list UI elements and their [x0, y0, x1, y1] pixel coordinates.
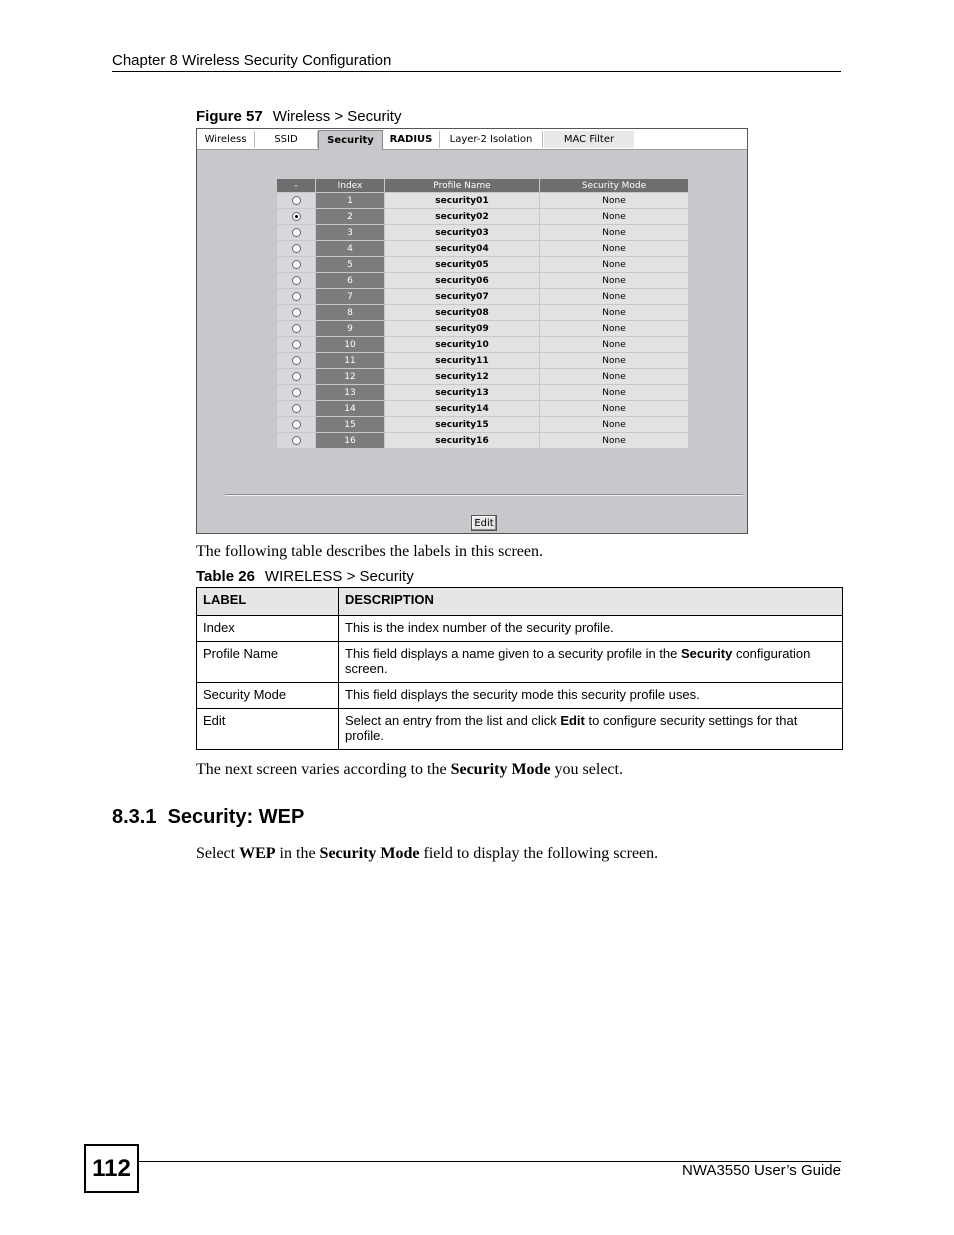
row-security-mode: None [540, 337, 689, 353]
row-index: 15 [316, 417, 385, 433]
row-select-cell [277, 209, 316, 225]
panel-divider [225, 494, 743, 496]
row-select-cell [277, 273, 316, 289]
description-table [196, 587, 843, 750]
row-profile-name: security03 [385, 225, 540, 241]
radio-button[interactable] [292, 308, 301, 317]
section-heading: 8.3.1 Security: WEP [112, 806, 305, 828]
row-profile-name: security15 [385, 417, 540, 433]
table-row[interactable] [277, 225, 689, 241]
row-index: 10 [316, 337, 385, 353]
row-profile-name: security08 [385, 305, 540, 321]
table-row [197, 616, 843, 642]
row-security-mode: None [540, 417, 689, 433]
table-row[interactable] [277, 433, 689, 449]
table-row[interactable] [277, 305, 689, 321]
radio-button[interactable] [292, 260, 301, 269]
row-select-cell [277, 337, 316, 353]
radio-button[interactable] [292, 404, 301, 413]
edit-button[interactable]: Edit [471, 515, 497, 531]
para-bold: WEP [239, 845, 276, 862]
para-bold: Security Mode [450, 761, 551, 778]
para-text: field to display the following screen. [419, 845, 659, 862]
row-select-cell [277, 401, 316, 417]
desc-header-description: DESCRIPTION [339, 588, 843, 616]
para-bold: Security Mode [319, 845, 420, 862]
row-security-mode: None [540, 353, 689, 369]
row-profile-name: security05 [385, 257, 540, 273]
row-profile-name: security04 [385, 241, 540, 257]
table-row[interactable] [277, 289, 689, 305]
row-description [339, 709, 843, 750]
row-index: 11 [316, 353, 385, 369]
row-select-cell [277, 417, 316, 433]
desc-text: This field displays the security mode this security profile uses. [345, 687, 700, 702]
row-security-mode: None [540, 257, 689, 273]
table-caption [196, 568, 414, 585]
radio-button[interactable] [292, 228, 301, 237]
row-index: 8 [316, 305, 385, 321]
table-row[interactable] [277, 385, 689, 401]
row-select-cell [277, 305, 316, 321]
select-wep-paragraph [196, 845, 658, 863]
row-select-cell [277, 225, 316, 241]
para-text: in the [275, 845, 320, 862]
table-label: Table 26 [196, 568, 255, 585]
row-index: 4 [316, 241, 385, 257]
row-profile-name: security10 [385, 337, 540, 353]
next-screen-paragraph [196, 761, 623, 779]
tab-ssid[interactable]: SSID [255, 131, 318, 148]
table-row[interactable] [277, 321, 689, 337]
desc-text: Select an entry from the list and click [345, 713, 561, 728]
row-security-mode: None [540, 273, 689, 289]
row-profile-name: security12 [385, 369, 540, 385]
page-number: 112 [84, 1144, 139, 1193]
table-row[interactable] [277, 209, 689, 225]
row-security-mode: None [540, 369, 689, 385]
tab-mac-filter[interactable]: MAC Filter [544, 131, 634, 148]
row-profile-name: security01 [385, 193, 540, 209]
row-security-mode: None [540, 209, 689, 225]
table-row[interactable] [277, 401, 689, 417]
desc-text: configuration screen. [345, 646, 811, 676]
row-profile-name: security02 [385, 209, 540, 225]
desc-bold: Security [681, 646, 733, 661]
desc-header-label: LABEL [197, 588, 339, 616]
row-index: 7 [316, 289, 385, 305]
row-select-cell [277, 353, 316, 369]
security-profile-table [276, 178, 689, 449]
row-description [339, 642, 843, 683]
row-label: Index [197, 616, 339, 642]
para-text: Select [196, 845, 240, 862]
row-profile-name: security16 [385, 433, 540, 449]
desc-bold: Edit [560, 713, 585, 728]
desc-text: This field displays a name given to a security profile in the [345, 646, 682, 661]
row-index: 6 [316, 273, 385, 289]
radio-button[interactable] [292, 324, 301, 333]
table-header-row [277, 179, 689, 193]
tab-wireless[interactable]: Wireless [197, 131, 255, 148]
tab-radius[interactable]: RADIUS [383, 131, 440, 148]
row-profile-name: security06 [385, 273, 540, 289]
table-row[interactable] [277, 241, 689, 257]
desc-header-row [197, 588, 843, 616]
para-text: you select. [550, 761, 623, 778]
row-profile-name: security09 [385, 321, 540, 337]
table-row [197, 683, 843, 709]
row-select-cell [277, 321, 316, 337]
row-index: 12 [316, 369, 385, 385]
row-select-cell [277, 241, 316, 257]
radio-button[interactable] [292, 244, 301, 253]
table-row[interactable] [277, 369, 689, 385]
row-security-mode: None [540, 385, 689, 401]
table-row[interactable] [277, 417, 689, 433]
figure-caption [196, 108, 401, 125]
tab-security[interactable]: Security [318, 130, 383, 150]
row-security-mode: None [540, 401, 689, 417]
row-label: Edit [197, 709, 339, 750]
table-row[interactable] [277, 193, 689, 209]
guide-title: NWA3550 User’s Guide [682, 1162, 841, 1179]
row-profile-name: security14 [385, 401, 540, 417]
row-index: 3 [316, 225, 385, 241]
radio-button[interactable] [292, 212, 301, 221]
row-label: Profile Name [197, 642, 339, 683]
row-select-cell [277, 433, 316, 449]
radio-button[interactable] [292, 420, 301, 429]
row-security-mode: None [540, 289, 689, 305]
desc-text: This is the index number of the security profile. [345, 620, 614, 635]
row-index: 2 [316, 209, 385, 225]
row-index: 14 [316, 401, 385, 417]
col-select: - [277, 179, 316, 193]
table-row[interactable] [277, 337, 689, 353]
row-profile-name: security13 [385, 385, 540, 401]
radio-button[interactable] [292, 356, 301, 365]
table-row [197, 642, 843, 683]
radio-button[interactable] [292, 196, 301, 205]
table-row [197, 709, 843, 750]
col-index: Index [316, 179, 385, 193]
tab-layer2-isolation[interactable]: Layer-2 Isolation [440, 131, 543, 148]
row-select-cell [277, 193, 316, 209]
row-index: 13 [316, 385, 385, 401]
row-profile-name: security07 [385, 289, 540, 305]
table-row[interactable] [277, 257, 689, 273]
row-security-mode: None [540, 305, 689, 321]
table-title: WIRELESS > Security [264, 568, 414, 585]
radio-button[interactable] [292, 372, 301, 381]
row-select-cell [277, 369, 316, 385]
row-index: 1 [316, 193, 385, 209]
radio-button[interactable] [292, 436, 301, 445]
row-label: Security Mode [197, 683, 339, 709]
tab-bar [197, 129, 747, 150]
radio-button[interactable] [292, 292, 301, 301]
row-index: 9 [316, 321, 385, 337]
radio-button[interactable] [292, 388, 301, 397]
row-select-cell [277, 257, 316, 273]
row-description [339, 683, 843, 709]
table-body [277, 193, 689, 449]
radio-button[interactable] [292, 276, 301, 285]
row-index: 16 [316, 433, 385, 449]
row-security-mode: None [540, 241, 689, 257]
col-profile-name: Profile Name [385, 179, 540, 193]
desc-text: to configure security settings for that profile. [345, 713, 798, 743]
row-security-mode: None [540, 193, 689, 209]
para-text: The next screen varies according to the [196, 761, 451, 778]
row-profile-name: security11 [385, 353, 540, 369]
row-security-mode: None [540, 225, 689, 241]
row-description [339, 616, 843, 642]
security-screen [196, 128, 748, 534]
col-security-mode: Security Mode [540, 179, 689, 193]
figure-label: Figure 57 [196, 108, 263, 125]
row-select-cell [277, 289, 316, 305]
table-row[interactable] [277, 353, 689, 369]
desc-body [197, 616, 843, 750]
table-row[interactable] [277, 273, 689, 289]
intro-paragraph: The following table describes the labels in this screen. [196, 543, 544, 560]
figure-title: Wireless > Security [272, 108, 402, 125]
header-rule [112, 71, 841, 72]
row-security-mode: None [540, 433, 689, 449]
row-security-mode: None [540, 321, 689, 337]
radio-button[interactable] [292, 340, 301, 349]
chapter-header: Chapter 8 Wireless Security Configuration [112, 52, 392, 69]
row-select-cell [277, 385, 316, 401]
row-index: 5 [316, 257, 385, 273]
